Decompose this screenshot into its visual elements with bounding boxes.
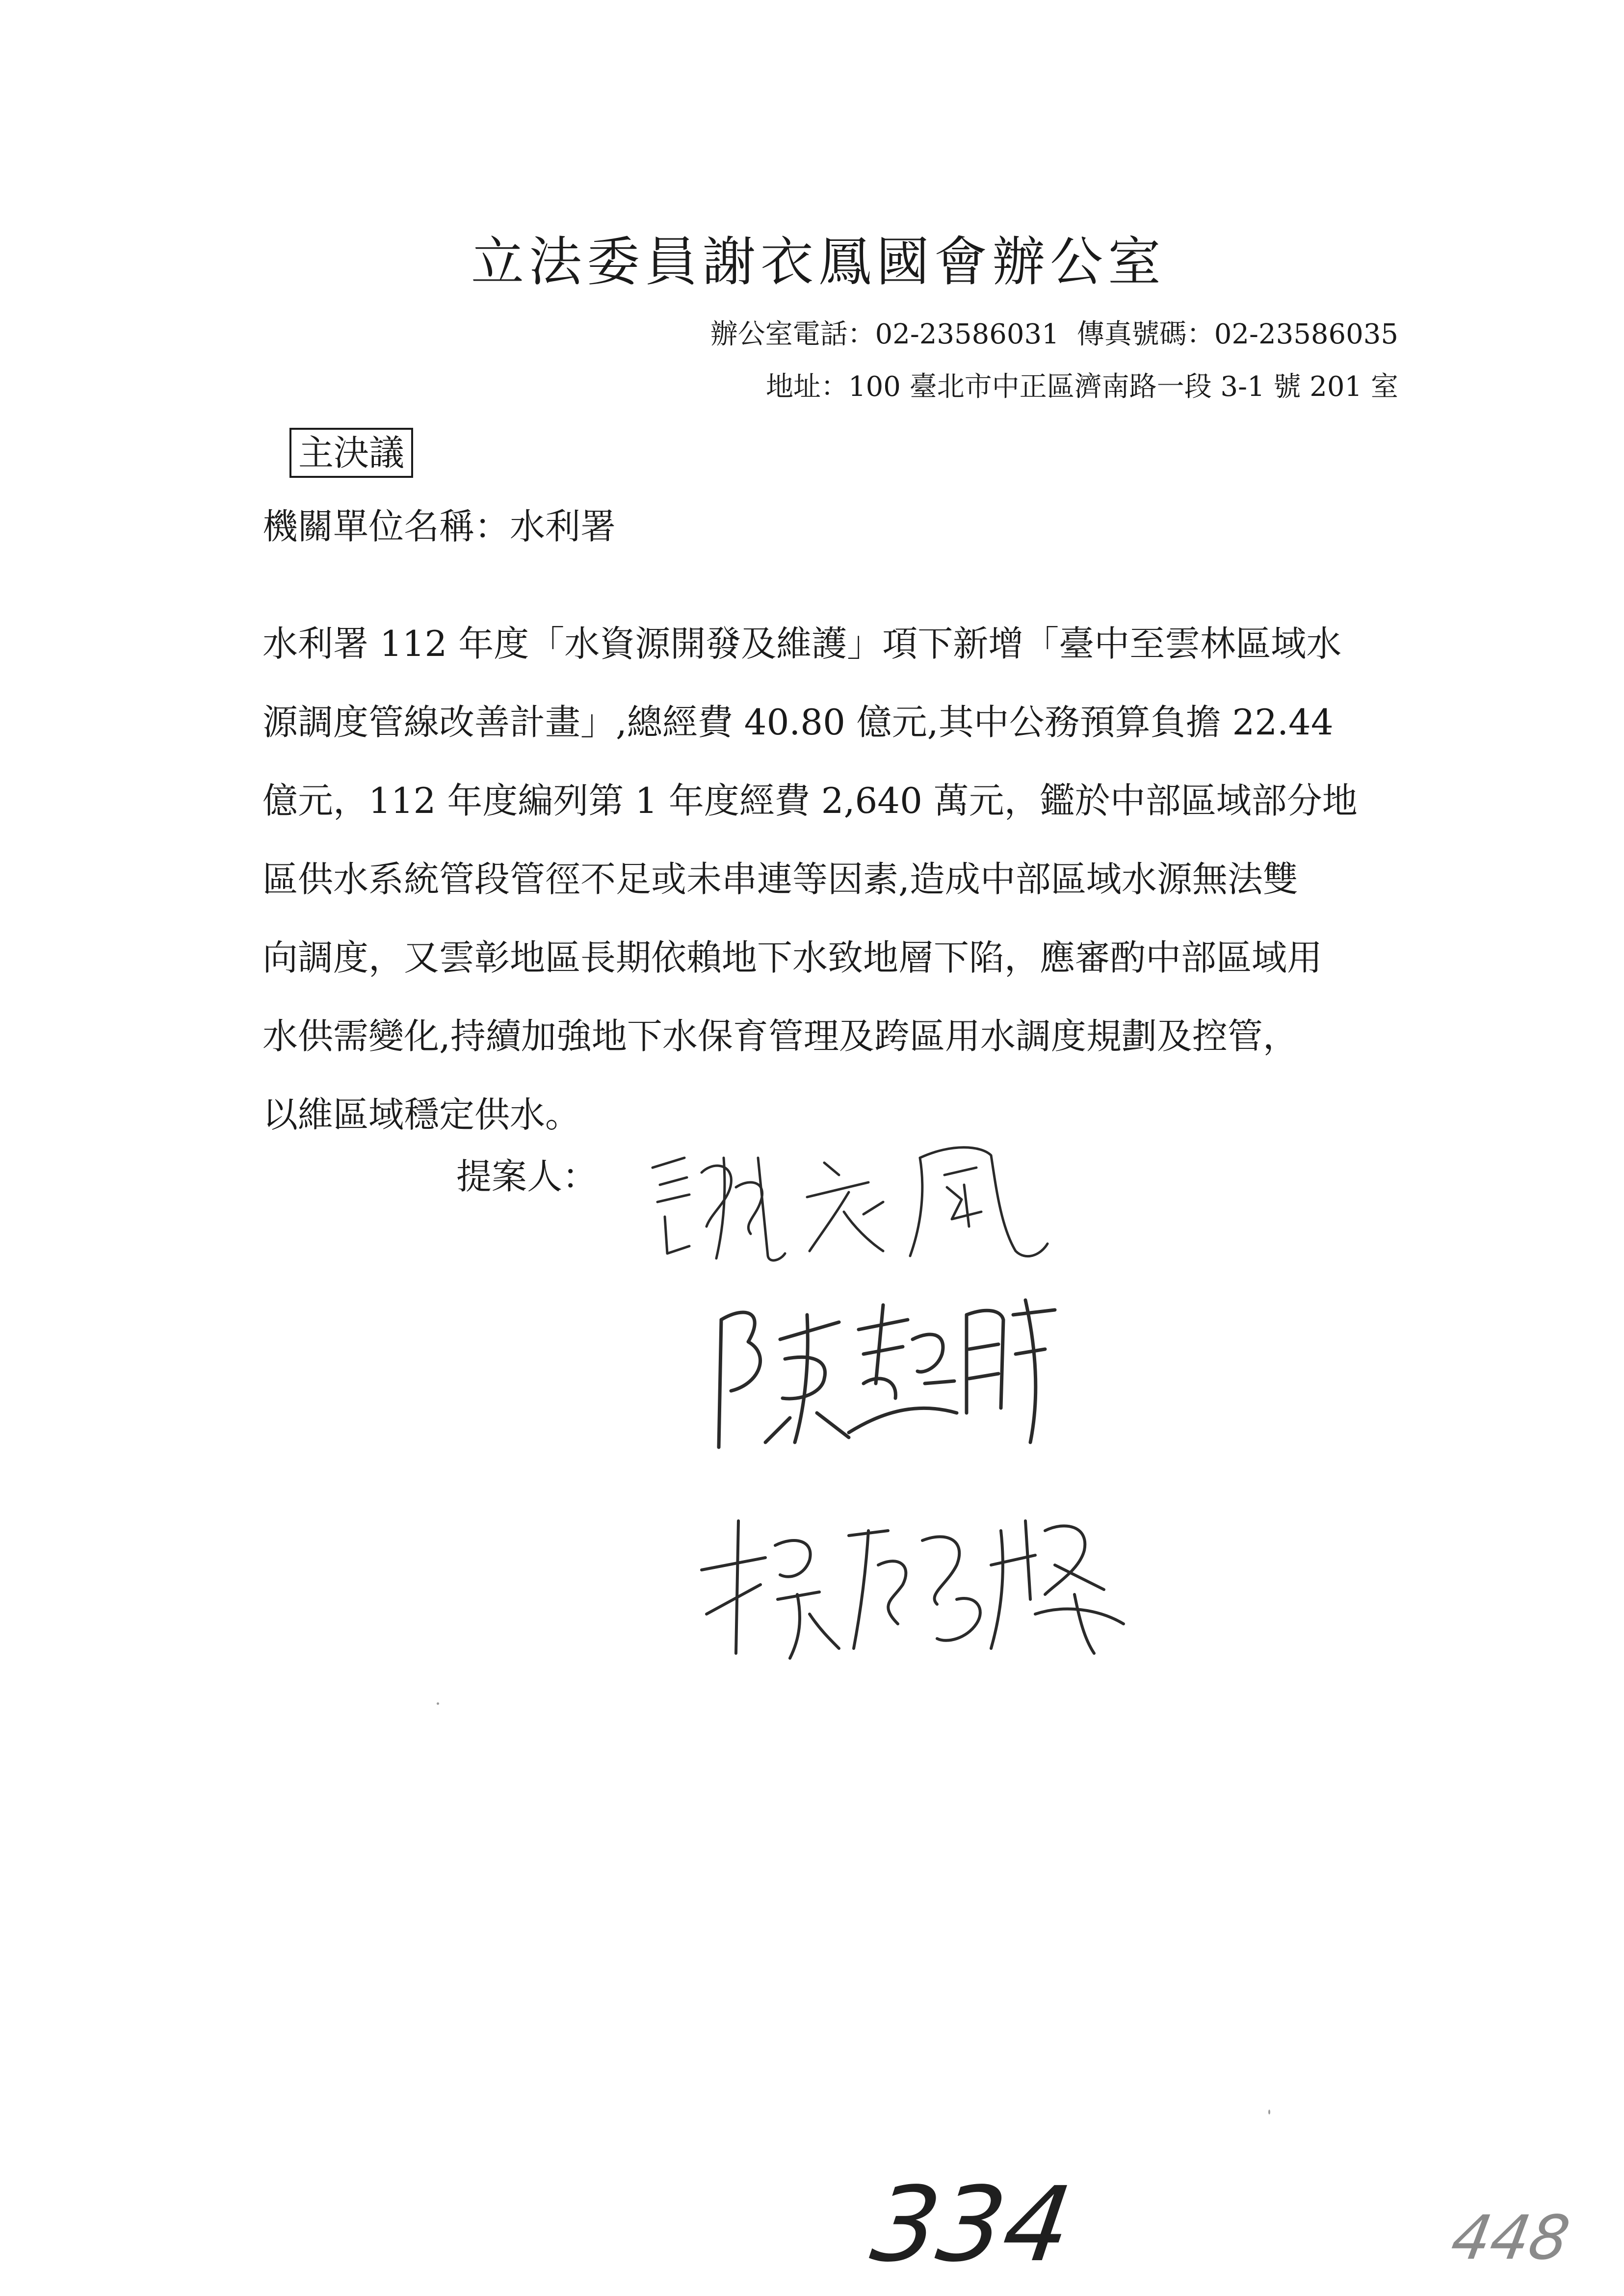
body-line: 以維區域穩定供水。 — [262, 1094, 581, 1135]
body-line: 向調度，又雲彰地區長期依賴地下水致地層下陷，應審酌中部區域用 — [262, 937, 1323, 978]
page-number-main: 334 — [864, 2165, 1079, 2285]
agency-name: 水利署 — [510, 506, 616, 547]
phone-number: 02-23586031 — [875, 318, 1059, 350]
signature-3 — [692, 1501, 1143, 1668]
resolution-body — [262, 614, 1401, 1164]
signature-2 — [702, 1285, 1074, 1462]
body-line: 源調度管線改善計畫」,總經費 40.80 億元,其中公務預算負擔 22.44 — [262, 702, 1334, 743]
phone-label: 辦公室電話 — [710, 318, 848, 350]
address-label: 地址 — [766, 371, 821, 403]
scan-speck — [437, 1702, 439, 1705]
proposer-label: 提案人： — [456, 1156, 598, 1197]
contact-address-line — [766, 370, 1398, 403]
body-line: 水利署 112 年度「水資源開發及維護」項下新增「臺中至雲林區域水 — [262, 623, 1342, 664]
address-value: 100 臺北市中正區濟南路一段 3-1 號 201 室 — [848, 371, 1398, 403]
resolution-type-badge: 主決議 — [289, 428, 413, 478]
body-line: 億元，112 年度編列第 1 年度經費 2,640 萬元，鑑於中部區域部分地 — [262, 780, 1358, 821]
body-line: 區供水系統管段管徑不足或未串連等因素,造成中部區域水源無法雙 — [262, 859, 1298, 900]
contact-phone-fax-line — [710, 318, 1398, 351]
fax-label: 傳真號碼 — [1076, 318, 1187, 350]
address-separator: ： — [821, 371, 849, 403]
agency-separator: ： — [474, 506, 510, 547]
office-title: 立法委員謝衣鳳國會辦公室 — [471, 232, 1166, 293]
agency-line — [262, 505, 616, 548]
body-line: 水供需變化,持續加強地下水保育管理及跨區用水調度規劃及控管， — [262, 1016, 1298, 1057]
signature-1 — [638, 1128, 1060, 1266]
page-number-corner: 448 — [1446, 2203, 1575, 2273]
scan-speck — [1268, 2110, 1270, 2114]
fax-separator: ： — [1186, 318, 1214, 350]
fax-number: 02-23586035 — [1214, 318, 1398, 350]
phone-separator: ： — [847, 318, 875, 350]
agency-label: 機關單位名稱 — [262, 506, 475, 547]
